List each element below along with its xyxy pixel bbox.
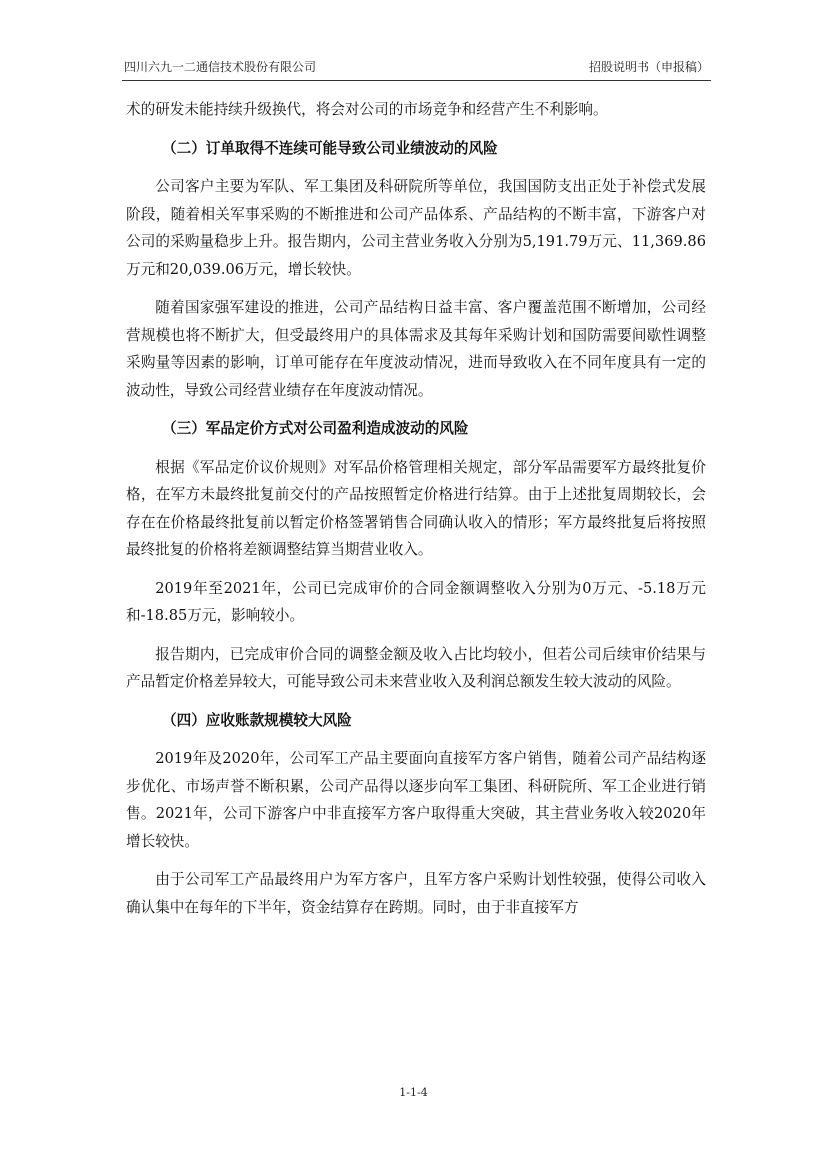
page-header: [124, 57, 709, 79]
paragraph-sales-channels: 2019年及2020年，公司军工产品主要面向直接军方客户销售，随着公司产品结构逐步优化、市场声誉不断积累，公司产品得以逐步向军工集团、科研院所、军工企业进行销售。2021年，公司下游客户中非直接军方客户取得重大突破，其主营业务收入较2020年增长较快。: [126, 750, 706, 850]
header-divider: [122, 80, 711, 81]
paragraph-price-adjustment: 2019年至2021年，公司已完成审价的合同金额调整收入分别为0万元、-5.18万元和-18.85万元，影响较小。: [126, 579, 706, 624]
paragraph-continued: 术的研发未能持续升级换代，将会对公司的市场竞争和经营产生不利影响。: [126, 101, 608, 118]
paragraph-revenue-timing: 由于公司军工产品最终用户为军方客户，且军方客户采购计划性较强，使得公司收入确认集中在每年的下半年，资金结算存在跨期。同时，由于非直接军方: [126, 871, 706, 916]
section-heading-receivables-risk: （四）应收账款规模较大风险: [162, 711, 352, 729]
paragraph-customers: 公司客户主要为军队、军工集团及科研院所等单位，我国国防支出正处于补偿式发展阶段，随着相关军事采购的不断推进和公司产品体系、产品结构的不断丰富，下游客户对公司的采购量稳步上升。报告期内，公司主营业务收入分别为5,191.79万元、11,369.86万元和20,039.06万元，增长较快。: [126, 178, 706, 278]
paragraph-pricing-rules: 根据《军品定价议价规则》对军品价格管理相关规定，部分军品需要军方最终批复价格，在军方未最终批复前交付的产品按照暂定价格进行结算。由于上述批复周期较长，会存在在价格最终批复前以暂定价格签署销售合同确认收入的情形；军方最终批复后将按照最终批复的价格将差额调整结算当期营业收入。: [126, 458, 706, 558]
page-number: 1-1-4: [399, 1086, 428, 1099]
header-document-type: 招股说明书（申报稿）: [588, 60, 709, 74]
paragraph-order-fluctuation: 随着国家强军建设的推进，公司产品结构日益丰富、客户覆盖范围不断增加，公司经营规模也将不断扩大，但受最终用户的具体需求及其每年采购计划和国防需要间歇性调整采购量等因素的影响，订单可能存在年度波动情况，进而导致收入在不同年度具有一定的波动性，导致公司经营业绩存在年度波动情况。: [126, 299, 706, 399]
paragraph-pricing-impact: 报告期内，已完成审价合同的调整金额及收入占比均较小，但若公司后续审价结果与产品暂定价格差异较大，可能导致公司未来营业收入及利润总额发生较大波动的风险。: [126, 645, 706, 690]
header-company-name: 四川六九一二通信技术股份有限公司: [124, 60, 317, 74]
section-heading-order-risk: （二）订单取得不连续可能导致公司业绩波动的风险: [162, 139, 498, 157]
page-body: [126, 96, 706, 921]
section-heading-pricing-risk: （三）军品定价方式对公司盈利造成波动的风险: [162, 420, 469, 437]
